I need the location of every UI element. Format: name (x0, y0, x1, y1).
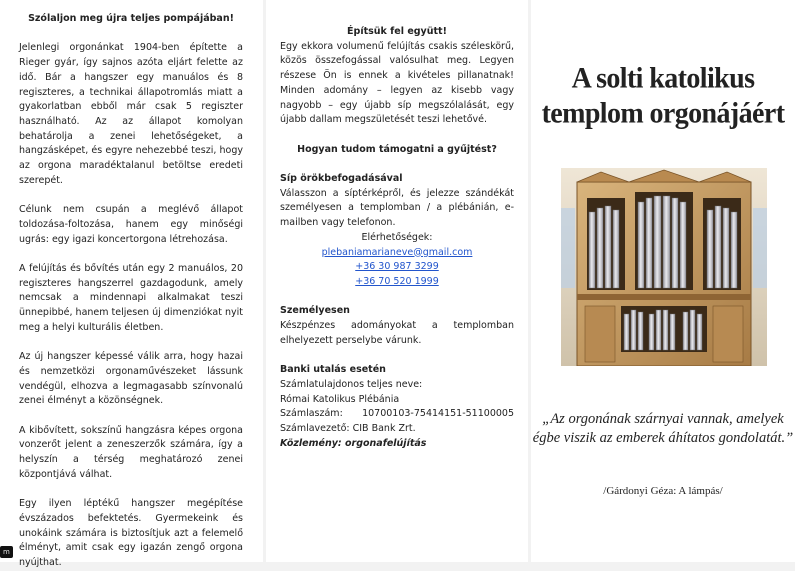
contacts-label: Elérhetőségek: (361, 231, 433, 243)
account-row (280, 407, 514, 422)
bank-line: Számlavezető: CIB Bank Zrt. (280, 422, 416, 434)
middle-panel (266, 0, 528, 562)
paragraph-history: Jelenlegi orgonánkat 1904-ben építette a Rieger gyár, így sajnos azóta eljárt felette az idő. Bár a hangszer egy manuálos és 8 regiszteres, a technikai állapotromlás miatt a gyakorlatban ebből már csak 5 regiszter használható. Az az állapot komolyan behatárolja a zenei lehetőségeket, a hangzásképet, és egyre nehezebbé teszi, hogy az orgona maradéktalanul betöltse eredeti szerepét. (19, 42, 243, 186)
adopt-title: Síp örökbefogadásával (280, 173, 403, 184)
quote-text: „Az orgonának szárnyai vannak, amelyek égbe viszik az emberek áhítatos gondolatát.” (532, 411, 794, 446)
title-line-2: templom orgonájáért (541, 97, 785, 130)
cover-title (531, 61, 795, 130)
paragraph-renovation: A felújítás és bővítés után egy 2 manuálos, 20 regiszteres hangszerrel gazdagodunk, amely nemcsak a mindennapi alkalmakat teszi ünnepibbé, hanem teljesen új dimenziókat nyit meg a helyi kulturális életben. (19, 262, 243, 333)
phone-link-2[interactable]: +36 70 520 1999 (355, 275, 439, 287)
personal-title: Személyesen (280, 305, 350, 317)
paragraph-goal: Célunk nem csupán a meglévő állapot toldozása-foltozása, hanem egy minőségi ugrás: egy igazi koncertorgona létrehozása. (19, 204, 243, 245)
title-line-1: A solti katolikus (571, 62, 755, 95)
right-panel (531, 0, 795, 562)
intro-text: Egy ekkora volumenű felújítás csakis széleskörű, közös összefogással valósulhat meg. Legyen részese Ön is ennek a kivételes pillanatnak! Minden adomány – legyen az kisebb vagy nagyobb – egy újabb síp megszólalását, egy újabb dallam megszületését teszi lehetővé. (280, 40, 514, 126)
build-heading: Építsük fel együtt! (347, 26, 447, 37)
support-heading: Hogyan tudom támogatni a gyűjtést? (297, 143, 497, 155)
account-value: 10700103-75414151-51100005 (362, 408, 514, 420)
bank-title: Banki utalás esetén (280, 364, 386, 376)
corner-badge[interactable]: m (0, 546, 13, 558)
organ-photo (561, 168, 767, 366)
adopt-text: Válasszon a síptérképről, és jelezze szándékát személyesen a templomban / a plébánián, e-mailben vagy telefonon. (280, 187, 514, 229)
email-link[interactable]: plebaniamarianeve@gmail.com (321, 246, 473, 258)
paragraph-artists: Az új hangszer képessé válik arra, hogy hazai és nemzetközi orgonaművészeket lássunk vendégül, elhozva a legmagasabb színvonalú zenei élményt a közönségnek. (19, 351, 243, 407)
memo-line: Közlemény: orgonafelújítás (280, 437, 427, 449)
holder-value: Római Katolikus Plébánia (280, 393, 400, 405)
holder-label: Számlatulajdonos teljes neve: (280, 378, 423, 390)
quote-author: /Gárdonyi Géza: A lámpás/ (603, 485, 723, 497)
left-panel (0, 0, 263, 568)
paragraph-composers: A kibővített, sokszínű hangzásra képes orgona vonzerőt jelent a zeneszerzők számára, így a helyszín a térség meghatározó zenei központjává válhat. (19, 424, 243, 480)
paragraph-investment: Egy ilyen léptékű hangszer megépítése évszázados befektetés. Gyermekeink és unokáink számára is biztosítjuk azt a felemelő élményt, amit csak egy igazán zengő orgona nyújthat. (19, 498, 243, 568)
account-label: Számlaszám: (280, 408, 343, 420)
phone-link-1[interactable]: +36 30 987 3299 (355, 261, 439, 273)
personal-text: Készpénzes adományokat a templomban elhelyezett perselybe várunk. (280, 320, 514, 346)
left-heading: Szólaljon meg újra teljes pompájában! (28, 13, 234, 24)
